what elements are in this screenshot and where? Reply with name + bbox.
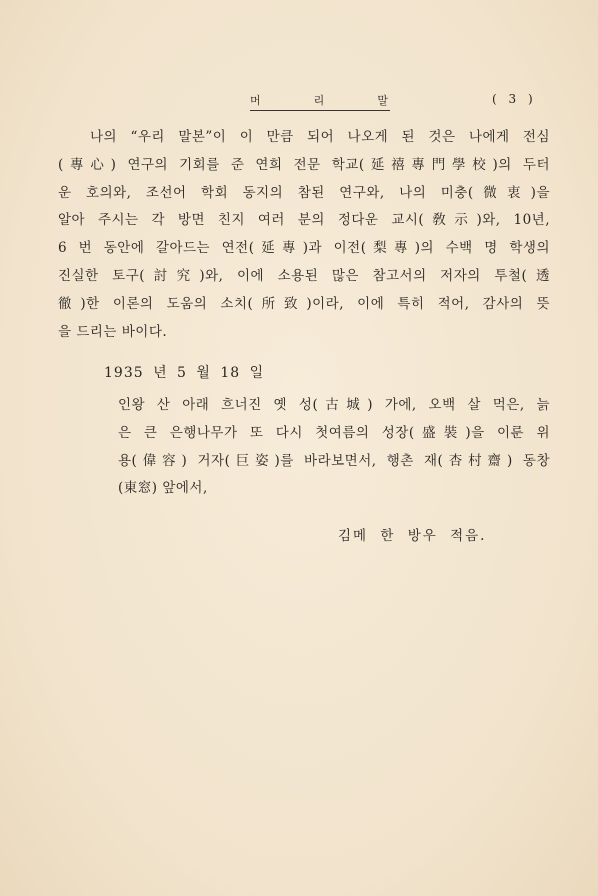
place-paragraph: [118, 392, 550, 503]
running-title-char: 머: [250, 94, 263, 107]
running-title-char: 말: [377, 94, 390, 107]
text-line: 용(偉容) 거자(巨姿)를 바라보면서, 행촌 재(杏村齋) 동창: [118, 452, 550, 469]
running-title: [250, 92, 390, 111]
page-number: ( 3 ): [492, 92, 537, 106]
text-line: 徹)한 이론의 도움의 소치(所致)이라, 이에 특히 적어, 감사의 뜻: [58, 295, 550, 312]
text-line: 진실한 토구(討究)와, 이에 소용된 많은 참고서의 저자의 투철(透: [58, 267, 550, 284]
text-line: 6 번 동안에 갈아드는 연전(延專)과 이전(梨專)의 수백 명 학생의: [58, 240, 550, 257]
author-signature: 김메 한 방우 적음.: [338, 528, 487, 544]
text-line: 운 호의와, 조선어 학회 동지의 참된 연구와, 나의 미충(微衷)을: [58, 184, 550, 201]
text-line: (東窓) 앞에서,: [118, 480, 208, 497]
preface-paragraph: [58, 124, 550, 346]
preface-date: 1935 년 5 월 18 일: [104, 365, 265, 381]
text-line: 은 큰 은행나무가 또 다시 첫여름의 성장(盛裝)을 이룬 위: [118, 424, 550, 441]
running-title-char: 리: [313, 94, 327, 107]
text-line: 을 드리는 바이다.: [58, 323, 168, 340]
text-line: 나의 “우리 말본”이 이 만큼 되어 나오게 된 것은 나에게 전심: [90, 129, 550, 145]
text-line: 알아 주시는 각 방면 친지 여러 분의 정다운 교시(敎示)와, 10년,: [58, 212, 550, 229]
text-line: (專心) 연구의 기회를 준 연희 전문 학교(延禧專門學校)의 두터: [58, 156, 550, 173]
page-header: [0, 92, 598, 112]
text-line: 인왕 산 아래 흐너진 옛 성(古城) 가에, 오백 살 먹은, 늙: [118, 397, 550, 413]
bleed-through-shadow: [60, 560, 540, 860]
